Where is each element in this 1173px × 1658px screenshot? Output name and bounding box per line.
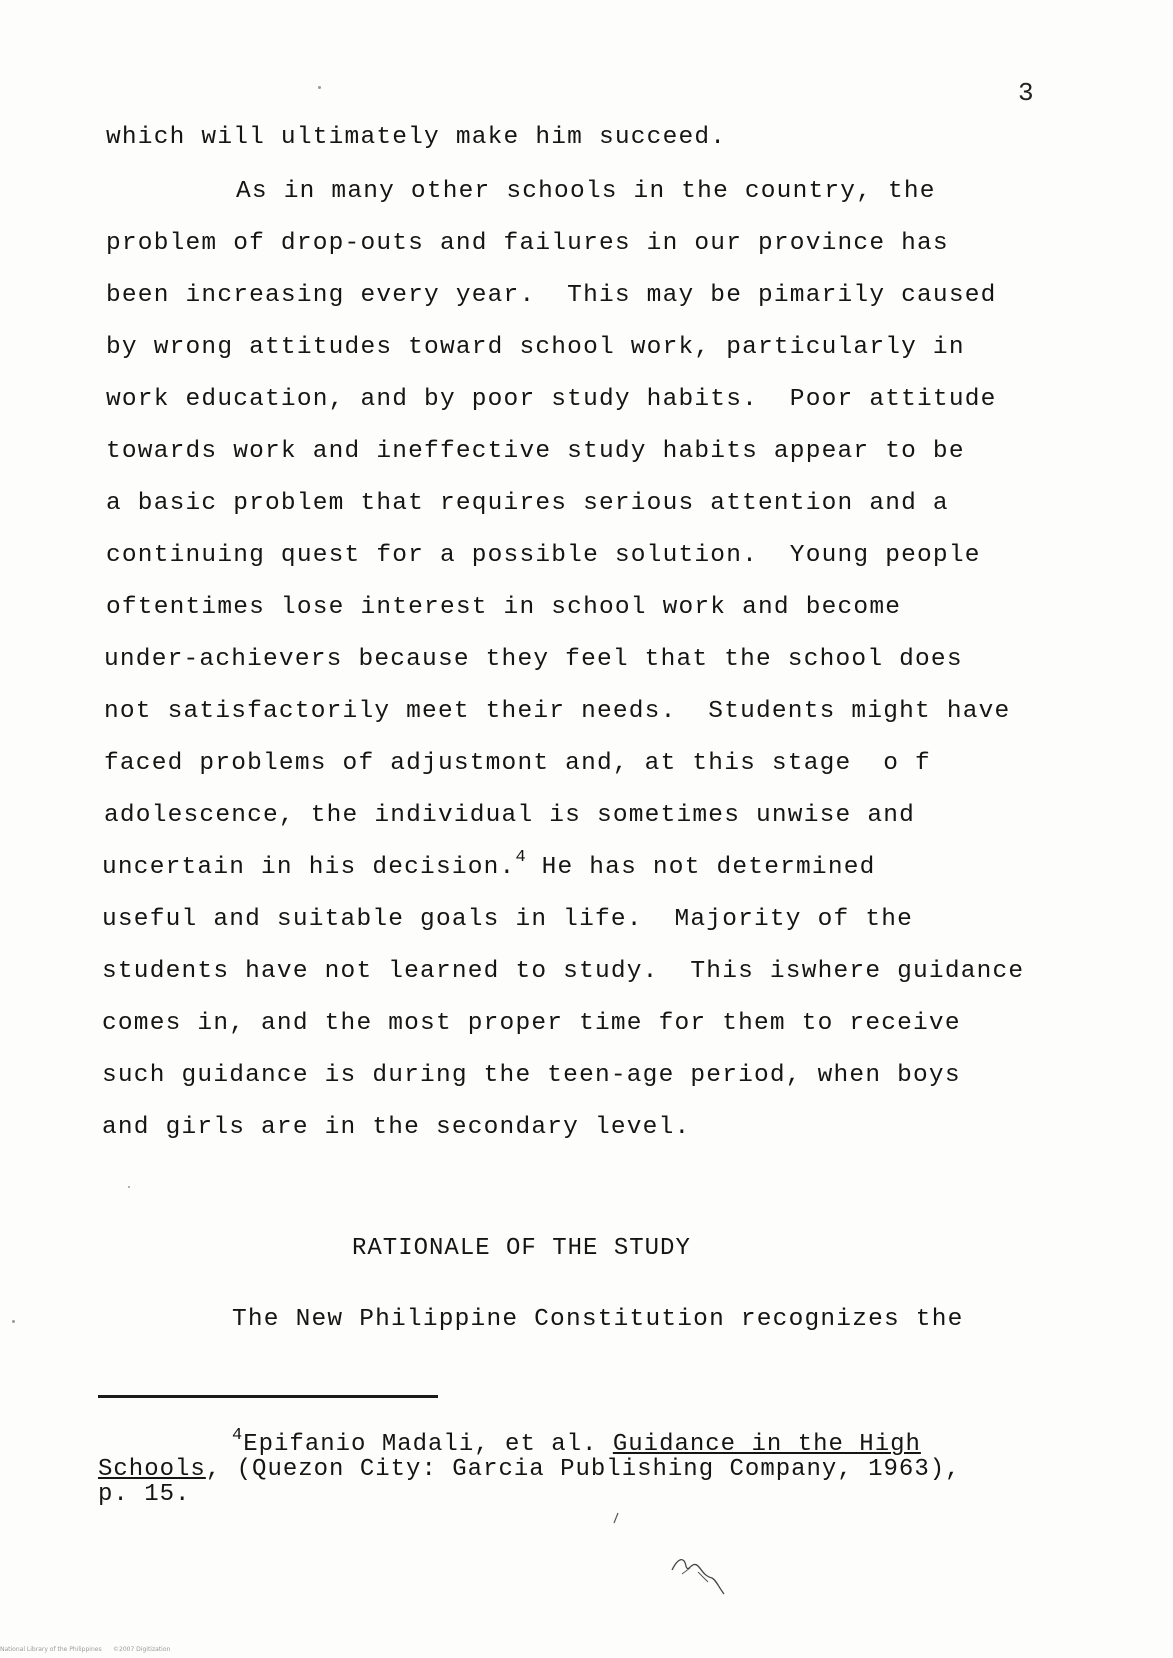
footnote-page: p. 15. — [98, 1481, 191, 1508]
initials-scribble-icon — [668, 1548, 728, 1598]
body-line: comes in, and the most proper time for them to receive — [102, 1010, 961, 1037]
section-heading: RATIONALE OF THE STUDY — [352, 1235, 691, 1262]
digitization-footer: National Library of the Philippines ©2007 Digitization — [0, 1646, 171, 1653]
scan-speck — [12, 1320, 15, 1323]
body-line: problem of drop-outs and failures in our province has — [106, 230, 949, 257]
scan-speck — [318, 86, 321, 89]
footnote-marker: 4 — [232, 1426, 244, 1445]
body-line: adolescence, the individual is sometimes unwise and — [104, 802, 916, 829]
body-line: not satisfactorily meet their needs. Students might have — [104, 698, 1011, 725]
body-line: oftentimes lose interest in school work and become — [106, 594, 902, 621]
body-line: such guidance is during the teen-age period, when boys — [102, 1062, 961, 1089]
body-line: faced problems of adjustmont and, at this stage o f — [104, 750, 931, 777]
body-line: and girls are in the secondary level. — [102, 1114, 691, 1141]
body-line-with-footnote-ref — [102, 848, 876, 884]
body-line: students have not learned to study. This iswhere guidance — [102, 958, 1025, 985]
body-line: continuing quest for a possible solution. Young people — [106, 542, 981, 569]
body-line-text: He has not determined — [525, 854, 876, 881]
footnote-divider — [98, 1395, 438, 1398]
footnote-title: Guidance in the High — [612, 1431, 921, 1458]
body-line: useful and suitable goals in life. Majority of the — [102, 906, 914, 933]
section-first-line: The New Philippine Constitution recognizes the — [232, 1306, 964, 1333]
pen-mark-icon — [612, 1512, 620, 1524]
page-number: 3 — [1018, 78, 1034, 108]
body-line-text: uncertain in his decision. — [102, 854, 516, 881]
body-line: under-achievers because they feel that the school does — [104, 646, 963, 673]
body-line: by wrong attitudes toward school work, particularly in — [106, 334, 965, 361]
body-line: a basic problem that requires serious attention and a — [106, 490, 949, 517]
footnote-reference: 4 — [515, 848, 526, 867]
footnote-publication: , (Quezon City: Garcia Publishing Company, 1963), — [205, 1456, 961, 1483]
footnote-title: Schools — [98, 1456, 206, 1483]
body-line: As in many other schools in the country, the — [236, 178, 936, 205]
body-line: work education, and by poor study habits. Poor attitude — [106, 386, 997, 413]
body-line: towards work and ineffective study habits appear to be — [106, 438, 965, 465]
footnote-line-2 — [98, 1457, 961, 1483]
body-line: been increasing every year. This may be pimarily caused — [106, 282, 997, 309]
footnote-author: Epifanio Madali, et al. — [243, 1431, 613, 1458]
scan-speck — [128, 1186, 130, 1188]
body-line: which will ultimately make him succeed. — [106, 124, 727, 151]
